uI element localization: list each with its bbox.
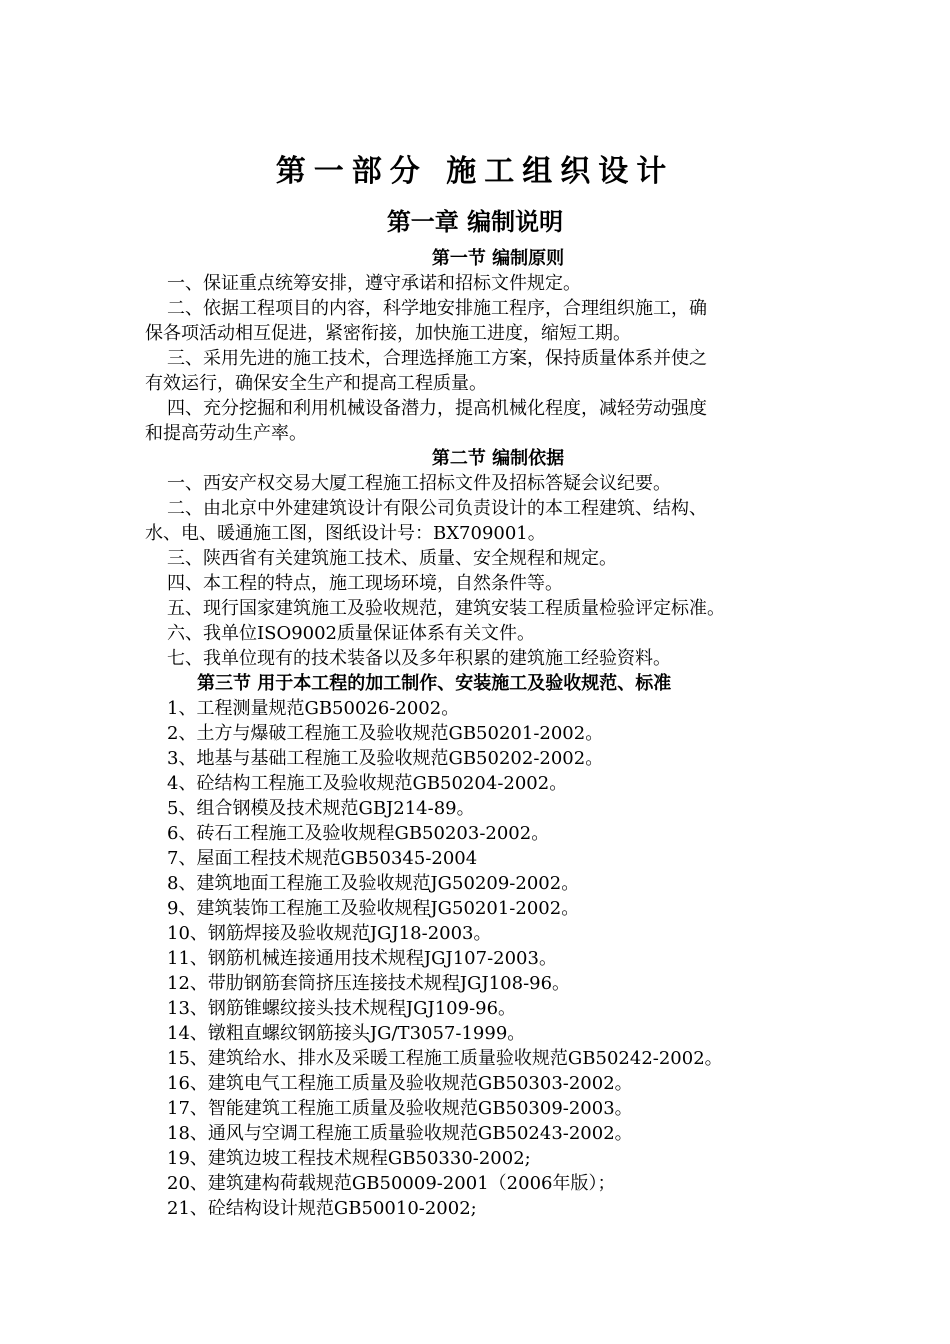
paragraph-line: 有效运行，确保安全生产和提高工程质量。 bbox=[145, 373, 487, 394]
chapter-title: 第一章 编制说明 bbox=[386, 208, 564, 236]
list-item: 2、土方与爆破工程施工及验收规范GB50201-2002。 bbox=[167, 723, 604, 744]
paragraph-line: 四、本工程的特点，施工现场环境，自然条件等。 bbox=[167, 573, 563, 594]
paragraph-line: 六、我单位ISO9002质量保证体系有关文件。 bbox=[167, 623, 536, 644]
list-item: 21、砼结构设计规范GB50010-2002; bbox=[167, 1198, 477, 1219]
paragraph-line: 二、由北京中外建建筑设计有限公司负责设计的本工程建筑、结构、 bbox=[167, 498, 707, 519]
list-item: 13、钢筋锥螺纹接头技术规程JGJ109-96。 bbox=[167, 998, 517, 1019]
paragraph-line: 和提高劳动生产率。 bbox=[145, 423, 307, 444]
list-item: 14、镦粗直螺纹钢筋接头JG/T3057-1999。 bbox=[167, 1023, 526, 1044]
section-heading-3: 第三节 用于本工程的加工制作、安装施工及验收规范、标准 bbox=[197, 673, 672, 694]
list-item: 5、组合钢模及技术规范GBJ214-89。 bbox=[167, 798, 475, 819]
document-body bbox=[145, 246, 851, 1221]
list-item: 16、建筑电气工程施工质量及验收规范GB50303-2002。 bbox=[167, 1073, 633, 1094]
list-item: 3、地基与基础工程施工及验收规范GB50202-2002。 bbox=[167, 748, 604, 769]
list-item: 10、钢筋焊接及验收规范JGJ18-2003。 bbox=[167, 923, 492, 944]
list-item: 12、带肋钢筋套筒挤压连接技术规程JGJ108-96。 bbox=[167, 973, 571, 994]
paragraph-line: 七、我单位现有的技术装备以及多年积累的建筑施工经验资料。 bbox=[167, 648, 671, 669]
part-title: 第一部分 施工组织设计 bbox=[275, 154, 675, 189]
list-item: 18、通风与空调工程施工质量验收规范GB50243-2002。 bbox=[167, 1123, 633, 1144]
paragraph-line: 一、西安产权交易大厦工程施工招标文件及招标答疑会议纪要。 bbox=[167, 473, 671, 494]
section-heading-2: 第二节 编制依据 bbox=[431, 448, 565, 469]
list-item: 11、钢筋机械连接通用技术规程JGJ107-2003。 bbox=[167, 948, 557, 969]
list-item: 1、工程测量规范GB50026-2002。 bbox=[167, 698, 460, 719]
list-item: 9、建筑装饰工程施工及验收规程JG50201-2002。 bbox=[167, 898, 580, 919]
section-heading-1: 第一节 编制原则 bbox=[431, 248, 565, 269]
paragraph-line: 三、陕西省有关建筑施工技术、质量、安全规程和规定。 bbox=[167, 548, 617, 569]
list-item: 15、建筑给水、排水及采暖工程施工质量验收规范GB50242-2002。 bbox=[167, 1048, 723, 1069]
paragraph-line: 四、充分挖掘和利用机械设备潜力，提高机械化程度，减轻劳动强度 bbox=[167, 398, 707, 419]
paragraph-line: 一、保证重点统筹安排，遵守承诺和招标文件规定。 bbox=[167, 273, 581, 294]
paragraph-line: 二、依据工程项目的内容，科学地安排施工程序，合理组织施工，确 bbox=[167, 298, 707, 319]
list-item: 6、砖石工程施工及验收规程GB50203-2002。 bbox=[167, 823, 550, 844]
list-item: 17、智能建筑工程施工质量及验收规范GB50309-2003。 bbox=[167, 1098, 633, 1119]
list-item: 4、砼结构工程施工及验收规范GB50204-2002。 bbox=[167, 773, 568, 794]
paragraph-line: 五、现行国家建筑施工及验收规范，建筑安装工程质量检验评定标准。 bbox=[167, 598, 725, 619]
list-item: 19、建筑边坡工程技术规程GB50330-2002; bbox=[167, 1148, 531, 1169]
paragraph-line: 水、电、暖通施工图，图纸设计号：BX709001。 bbox=[145, 523, 546, 544]
paragraph-line: 三、采用先进的施工技术，合理选择施工方案，保持质量体系并使之 bbox=[167, 348, 707, 369]
list-item: 7、屋面工程技术规范GB50345-2004 bbox=[167, 848, 478, 869]
list-item: 8、建筑地面工程施工及验收规范JG50209-2002。 bbox=[167, 873, 580, 894]
list-item: 20、建筑建构荷载规范GB50009-2001（2006年版）； bbox=[167, 1173, 616, 1194]
paragraph-line: 保各项活动相互促进，紧密衔接，加快施工进度，缩短工期。 bbox=[145, 323, 631, 344]
